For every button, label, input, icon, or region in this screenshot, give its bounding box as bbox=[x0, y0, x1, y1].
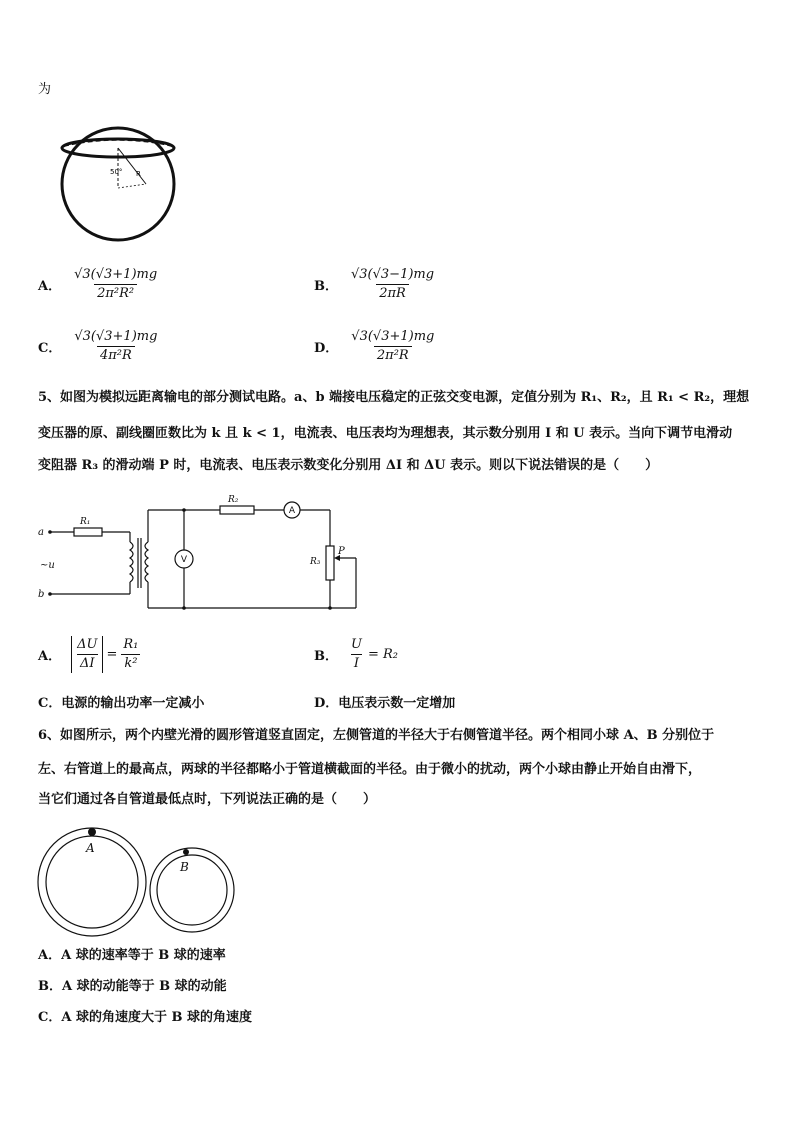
sphere-ring-figure bbox=[58, 118, 178, 244]
continued-text: 为 bbox=[38, 82, 52, 97]
circuit-diagram bbox=[34, 488, 374, 616]
q4-option-c[interactable]: C． $\frac{√3(√3+1)mg}{\text{4π²R}}$ bbox=[38, 329, 158, 363]
q4-option-b[interactable]: B． $\frac{√3(√3-1)mg}{2\pi R}$ bbox=[314, 267, 435, 301]
q5-text-line1: 5、如图为模拟远距离输电的部分测试电路。a、b 端接电压稳定的正弦交变电源，定值分别为 R₁、R₂，且 R₁ < R₂，理想 bbox=[38, 390, 750, 405]
angle-label: 50° bbox=[110, 168, 123, 176]
voltmeter-icon: V bbox=[180, 555, 188, 565]
ball-a-label: A bbox=[86, 841, 95, 855]
ball-b bbox=[183, 849, 189, 855]
r2-label: R₂ bbox=[228, 495, 239, 505]
ball-b-label: B bbox=[180, 860, 189, 874]
q5-text-line3: 变阻器 R₃ 的滑动端 P 时，电流表、电压表示数变化分别用 ΔI 和 ΔU 表示。则以下说法错误的是（ ） bbox=[38, 458, 659, 473]
q5-option-c[interactable]: C．电源的输出功率一定减小 bbox=[38, 696, 205, 711]
q6-text-line2: 左、右管道上的最高点，两球的半径都略小于管道横截面的半径。由于微小的扰动，两个小球由静止开始自由滑下， bbox=[38, 762, 702, 777]
ammeter-icon: A bbox=[288, 506, 296, 516]
ball-a bbox=[88, 828, 96, 836]
q4-option-a[interactable]: A． $\frac{√3(√3+1)mg}{\text{2π²R²}}$ bbox=[38, 267, 158, 301]
q6-option-b[interactable]: B．A 球的动能等于 B 球的动能 bbox=[38, 979, 227, 994]
source-u-label: ~u bbox=[40, 560, 55, 571]
q6-option-c[interactable]: C．A 球的角速度大于 B 球的角速度 bbox=[38, 1010, 252, 1025]
terminal-a-label: a bbox=[38, 527, 44, 538]
q5-option-a[interactable]: A． $\frac{\Delta U}{\Delta I}$ = $\frac{\text{R₁}}{\text{k²}}$ bbox=[38, 636, 141, 673]
circular-tubes-figure bbox=[34, 824, 244, 940]
radius-label: R bbox=[136, 170, 141, 178]
terminal-b-label: b bbox=[38, 589, 45, 600]
q5-option-b[interactable]: B． $\frac{U}{I}$ = R₂ bbox=[314, 637, 398, 671]
r1-label: R₁ bbox=[80, 517, 91, 527]
r3-label: R₃ bbox=[310, 557, 321, 567]
q6-text-line1: 6、如图所示，两个内壁光滑的圆形管道竖直固定，左侧管道的半径大于右侧管道半径。两个相同小球 A、B 分别位于 bbox=[38, 728, 715, 743]
q5-option-d[interactable]: D．电压表示数一定增加 bbox=[314, 696, 456, 711]
q4-option-d[interactable]: D． $\frac{√3(√3+1)mg}{\text{2π²R}}$ bbox=[314, 329, 435, 363]
q6-text-line3: 当它们通过各自管道最低点时，下列说法正确的是（ ） bbox=[38, 792, 377, 807]
q6-option-a[interactable]: A．A 球的速率等于 B 球的速率 bbox=[38, 948, 226, 963]
slider-p-label: P bbox=[338, 546, 345, 557]
q5-text-line2: 变压器的原、副线圈匝数比为 k 且 k < 1，电流表、电压表均为理想表，其示数分别用 I 和 U 表示。当向下调节电滑动 bbox=[38, 426, 733, 441]
